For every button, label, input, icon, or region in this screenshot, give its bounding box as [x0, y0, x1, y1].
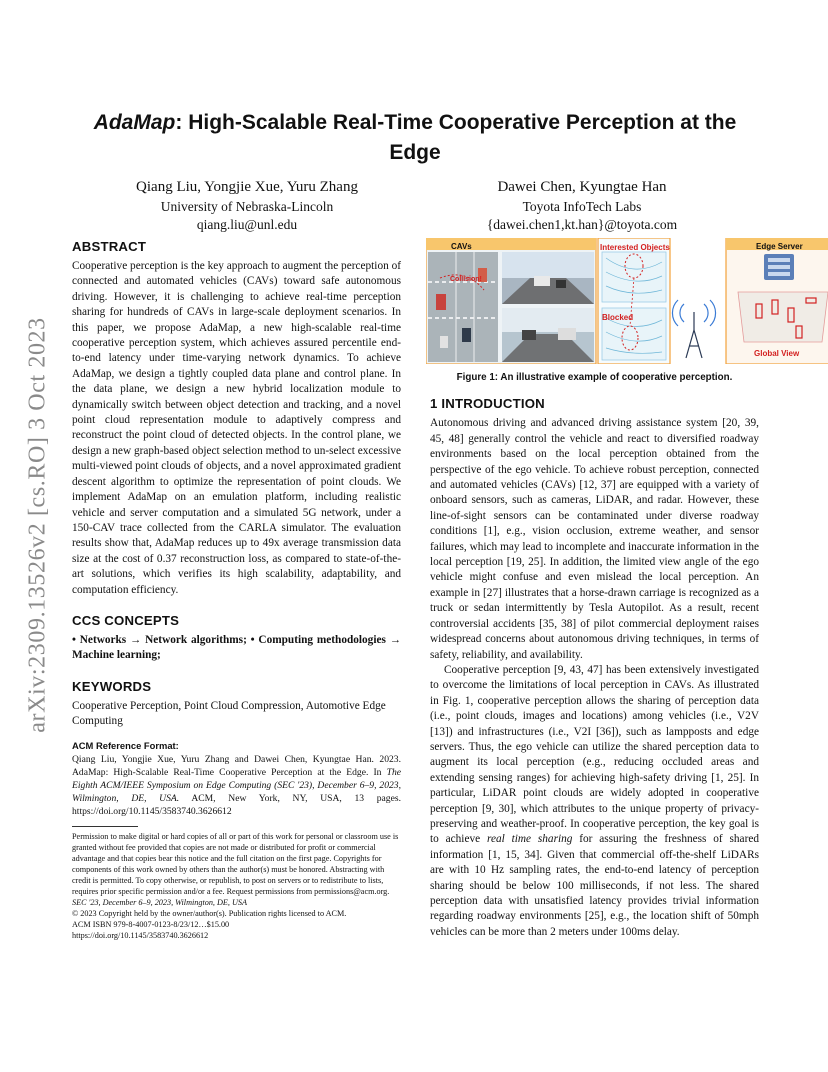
abstract-heading: ABSTRACT — [72, 239, 147, 254]
title-system-name: AdaMap — [93, 111, 176, 134]
author-block-left — [112, 178, 382, 234]
abstract-text: Cooperative perception is the key approach to augment the perception of connected and automated vehicles (CAVs) toward safe autonomous driving. However, it is challenging to achieve real-time perception sharing for hundreds of CAVs in large-scale deployment scenarios. In this paper, we propose AdaMap, a new high-scalable real-time cooperative perception system, which achieves assured percentile end-to-end latency under time-varying network dynamics. To achieve AdaMap, we design a tightly coupled data plane and control plane. In the data plane, we design a new hybrid localization module to dynamically switch between object detection and tracking, and a novel point cloud representation module to adaptively compress and reconstruct the point cloud of detected objects. In the control plane, we design a new graph-based object selection method to un-select excessive multi-viewed point clouds of objects, and a novel approximated gradient descent algorithm to optimize the representation of point clouds. We implement AdaMap on an emulation platform, including realistic vehicle and server computation and a simulated 5G network, under a 150-CAV trace collected from the CARLA simulator. The evaluation results show that, AdaMap reduces up to 49x average transmission data size at the cost of 0.37 reconstruction loss, as compared to state-of-the-art solutions, which verifies its high scalability, adaptability, and computation efficiency. — [72, 260, 401, 596]
acm-reference — [72, 753, 401, 818]
figure-label-cavs: CAVs — [451, 242, 472, 251]
intro-paragraph-1: Autonomous driving and advanced driving assistance system [20, 39, 45, 48] generally control the vehicle and react to diversified roadway environments based on the local perception obtained from the perspective of the ego vehicle. To achieve robust perception, connected and automated vehicles (CAVs) [12, 37] are equipped with a variety of onboard sensors, such as cameras, LiDAR, and radar. However, these line-of-sight sensors can be contaminated under diverse roadway conditions [1], e.g., vision occlusion, extreme weather, and sensor failures, which may lead to incomplete and inaccurate information in the local perception [19, 25]. In addition, the limited view angle of the ego vehicle might confuse and even mislead the local perception. An example in [27] illustrates that a horse-drawn carriage is recognized as a truck or sedan intermittently by Tesla Autopilot. As a result, recent controversial accidents [35, 38] of pilot commercial deployment raises widespread concerns about autonomous driving techniques, in terms of safety, reliability, and availability. — [430, 417, 759, 661]
left-column — [72, 238, 401, 941]
paper-title — [72, 108, 758, 168]
permission-notice — [72, 831, 401, 941]
title-line1: : High-Scalable Real-Time Cooperative Perception at the — [175, 111, 737, 134]
permission-doi: https://doi.org/10.1145/3583740.3626612 — [72, 930, 209, 940]
permission-copyright: © 2023 Copyright held by the owner/author(s). Publication rights licensed to ACM. — [72, 908, 347, 918]
author-affiliation: Toyota InfoTech Labs — [522, 199, 642, 214]
intro-heading: 1 INTRODUCTION — [430, 396, 545, 412]
author-block-right — [452, 178, 712, 234]
figure-1 — [426, 238, 828, 364]
author-affiliation: University of Nebraska-Lincoln — [160, 199, 334, 214]
intro-paragraph-2 — [430, 663, 759, 940]
reference-authors: Qiang Liu, Yongjie Xue, Yuru Zhang and Dawei Chen, Kyungtae Han. 2023. — [72, 753, 401, 765]
author-names: Dawei Chen, Kyungtae Han — [497, 179, 667, 195]
figure-label-interested: Interested Objects — [600, 243, 670, 252]
permission-venue: SEC '23, December 6–9, 2023, Wilmington, DE, USA — [72, 897, 248, 907]
title-line2: Edge — [389, 141, 441, 164]
reference-venue: The Eighth ACM/IEEE Symposium on Edge Computing (SEC '23), December 6–9, 2023, Wilmington, DE, USA. — [72, 766, 401, 804]
keywords-heading: KEYWORDS — [72, 678, 152, 694]
figure-label-edge: Edge Server — [756, 242, 803, 251]
intro-p2-part-a: Cooperative perception [9, 43, 47] has been extensively investigated to overcome the limitations of local perception in CAVs. As illustrated in Fig. 1, cooperative perception allows the sharing of perception data (i.e., point clouds, images and locations) among vehicles (i.e., V2V [13]) and infrastructures (i.e., V2I [36]), such as lampposts and edge servers. Thus, the ego vehicle can utilize the shared perception data to augment its local perception (e.g., reducing occluded areas and extending sensing ranges) for achieving high-safety driving [1, 25]. In particular, LiDAR point clouds are widely adopted in cooperative perception [9, 30], which attributes to the unique property of privacy-preserving and weather-proof. In cooperative perception, the key goal is to achieve — [430, 663, 759, 846]
ccs-heading: CCS CONCEPTS — [72, 612, 180, 628]
keywords-text: Cooperative Perception, Point Cloud Compression, Automotive Edge Computing — [72, 699, 386, 728]
reference-tail: ACM, New York, NY, USA, 13 pages. https://doi.org/10.1145/3583740.3626612 — [72, 792, 401, 817]
permission-text: Permission to make digital or hard copies of all or part of this work for personal or classroom use is granted without fee provided that copies are not made or distributed for profit or commercial advantage and that copies bear this notice and the full citation on the first page. Copyrights for components of this work owned by others than the author(s) must be honored. Abstracting with credit is permitted. To copy otherwise, or republish, to post on servers or to redistribute to lists, requires prior specific permission and/or a fee. Request permissions from permissions@acm.org. — [72, 831, 399, 896]
figure-label-collision: Collision! — [450, 276, 482, 283]
ccs-text: • Networks → Network algorithms; • Computing methodologies → Machine learning; — [72, 633, 401, 662]
figure-caption: Figure 1: An illustrative example of cooperative perception. — [456, 372, 733, 383]
figure-label-blocked: Blocked — [602, 313, 634, 322]
permission-isbn: ACM ISBN 979-8-4007-0123-8/23/12…$15.00 — [72, 919, 230, 929]
reference-title: AdaMap: High-Scalable Real-Time Cooperative Perception at the Edge. In — [72, 766, 382, 778]
intro-p2-emphasis: real time sharing — [486, 833, 573, 846]
figure-label-global: Global View — [754, 349, 800, 358]
author-names: Qiang Liu, Yongjie Xue, Yuru Zhang — [136, 179, 358, 195]
intro-p2-part-b: for assuring the freshness of shared information [1, 15, 34]. Given that commercial off-the-shelf LiDARs are with 10 Hz sampling rates, the end-to-end latency of perception sharing should be below 100 milliseconds, if not less. The shared perception data with unsatisfied latency provides trivial information regarding roadway environments [25], e.g., the location shift of 50mph vehicles can be more than 2 meters under 100ms delay. — [430, 833, 759, 938]
arxiv-stamp — [14, 290, 62, 760]
right-column — [430, 238, 803, 940]
footnote-rule — [72, 826, 138, 827]
acm-reference-heading: ACM Reference Format: — [72, 739, 179, 751]
author-email: qiang.liu@unl.edu — [196, 217, 298, 232]
author-email: {dawei.chen1,kt.han}@toyota.com — [486, 217, 678, 232]
arxiv-stamp-text: arXiv:2309.13526v2 [cs.RO] 3 Oct 2023 — [24, 317, 51, 733]
